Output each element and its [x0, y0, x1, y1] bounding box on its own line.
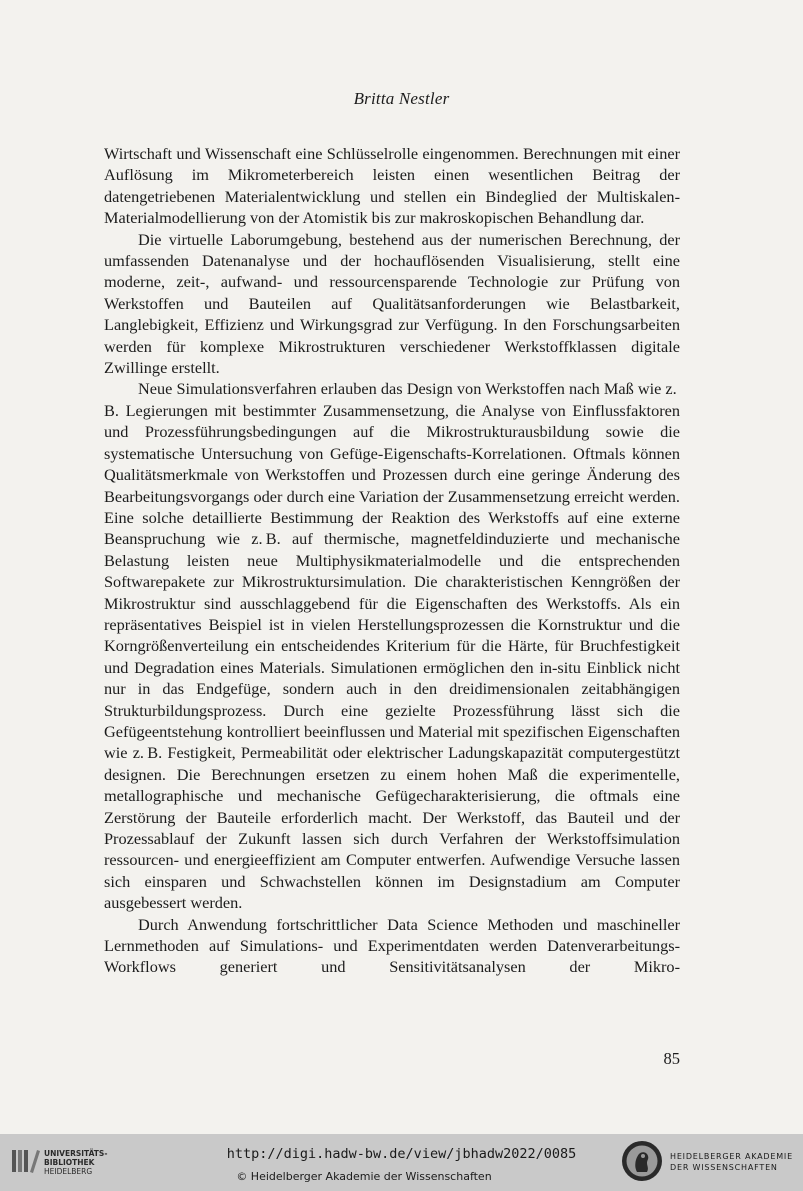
academy-line-1: HEIDELBERGER AKADEMIE [670, 1152, 793, 1161]
page-number: 85 [663, 1049, 680, 1068]
ub-line-3: HEIDELBERG [44, 1167, 93, 1176]
body-text [104, 143, 680, 978]
permalink-url[interactable]: http://digi.hadw-bw.de/view/jbhadw2022/0085 [226, 1146, 577, 1162]
copyright-notice: © Heidelberger Akademie der Wissenschaften [236, 1170, 492, 1183]
paragraph-1: Wirtschaft und Wissenschaft eine Schlüsselrolle eingenommen. Berechnungen mit einer Auflösung im Mikrometerbereich leisten einen wesentlichen Beitrag der datengetriebenen Materialentwicklung und stellen ein Bindeglied der Multiskalen-Materialmodellierung von der Atomistik bis zur makroskopischen Behandlung dar. [104, 144, 680, 228]
paragraph-3: Neue Simulationsverfahren erlauben das Design von Werkstoffen nach Maß wie z. B. Legierungen mit bestimmter Zusammensetzung, die Analyse von Einflussfaktoren und Prozessführungsbedingungen auf die Mikrostrukturausbildung sowie die systematische Untersuchung von Gefüge-Eigenschafts-Korrelationen. Oftmals können Qualitätsmerkmale von Werkstoffen und Prozessen durch eine geringe Änderung des Bearbeitungsvorgangs oder durch eine Variation der Zusammensetzung erreicht werden. Eine solche detaillierte Bestimmung der Reaktion des Werkstoffs auf eine externe Beanspruchung wie z. B. auf thermische, magnetfeldinduzierte und mechanische Belastung leisten neue Multiphysikmaterialmodelle und die entsprechenden Softwarepakete zur Mikrostruktursimulation. Die charakteristischen Kenngrößen der Mikrostruktur sind ausschlaggebend für die Eigenschaften des Werkstoffs. Als ein repräsentatives Beispiel ist in vielen Herstellungsprozessen die Kornstruktur und die Korngrößenverteilung ein entscheidendes Kriterium für die Härte, für Bruchfestigkeit und Degradation eines Materials. Simulationen ermöglichen den in-situ Einblick nicht nur in das Endgefüge, sondern auch in den dreidimensionalen zeitabhängigen Strukturbildungsprozess. Durch eine gezielte Prozessführung lässt sich die Gefügeentstehung kontrolliert beeinflussen und Material mit spezifischen Eigenschaften wie z. B. Festigkeit, Permeabilität oder elektrischer Ladungskapazität computergestützt designen. Die Berechnungen ersetzen zu einem hohen Maß die experimentelle, metallographische und mechanische Gefügecharakterisierung, die oftmals eine Zerstörung der Bauteile erforderlich macht. Der Werkstoff, das Bauteil und der Prozessablauf der Zukunft lassen sich durch Verfahren der Werkstoffsimulation ressourcen- und energieeffizient am Computer entwerfen. Aufwendige Versuche lassen sich einsparen und Schwachstellen können im Designstadium am Computer ausgebessert werden. [104, 379, 680, 913]
paragraph-4: Durch Anwendung fortschrittlicher Data Science Methoden und maschineller Lernmethoden auf Simulations- und Experimentdaten werden Datenverarbeitungs-Workflows generiert und Sensitivitätsanalysen der Mikro- [104, 914, 680, 977]
academy-logo[interactable] [620, 1139, 800, 1187]
academy-seal-icon [620, 1139, 664, 1183]
ub-line-1: UNIVERSITÄTS- [44, 1149, 108, 1158]
academy-line-2: DER WISSENSCHAFTEN [670, 1163, 778, 1172]
paragraph-2: Die virtuelle Laborumgebung, bestehend aus der numerischen Berechnung, der umfassenden Datenanalyse und der hochauflösenden Visualisierung, stellt eine moderne, zeit-, aufwand- und ressourcensparende Technologie zur Prüfung von Werkstoffen und Bauteilen auf Qualitätsanforderungen wie Belastbarkeit, Langlebigkeit, Effizienz und Wirkungsgrad zur Verfügung. In den Forschungsarbeiten werden für komplexe Mikrostrukturen verschiedener Werkstoffklassen digitale Zwillinge erstellt. [104, 229, 680, 378]
academy-name [670, 1151, 793, 1173]
digitization-footer [0, 1134, 803, 1191]
running-head: Britta Nestler [353, 89, 450, 108]
ub-line-2: BIBLIOTHEK [44, 1158, 95, 1167]
